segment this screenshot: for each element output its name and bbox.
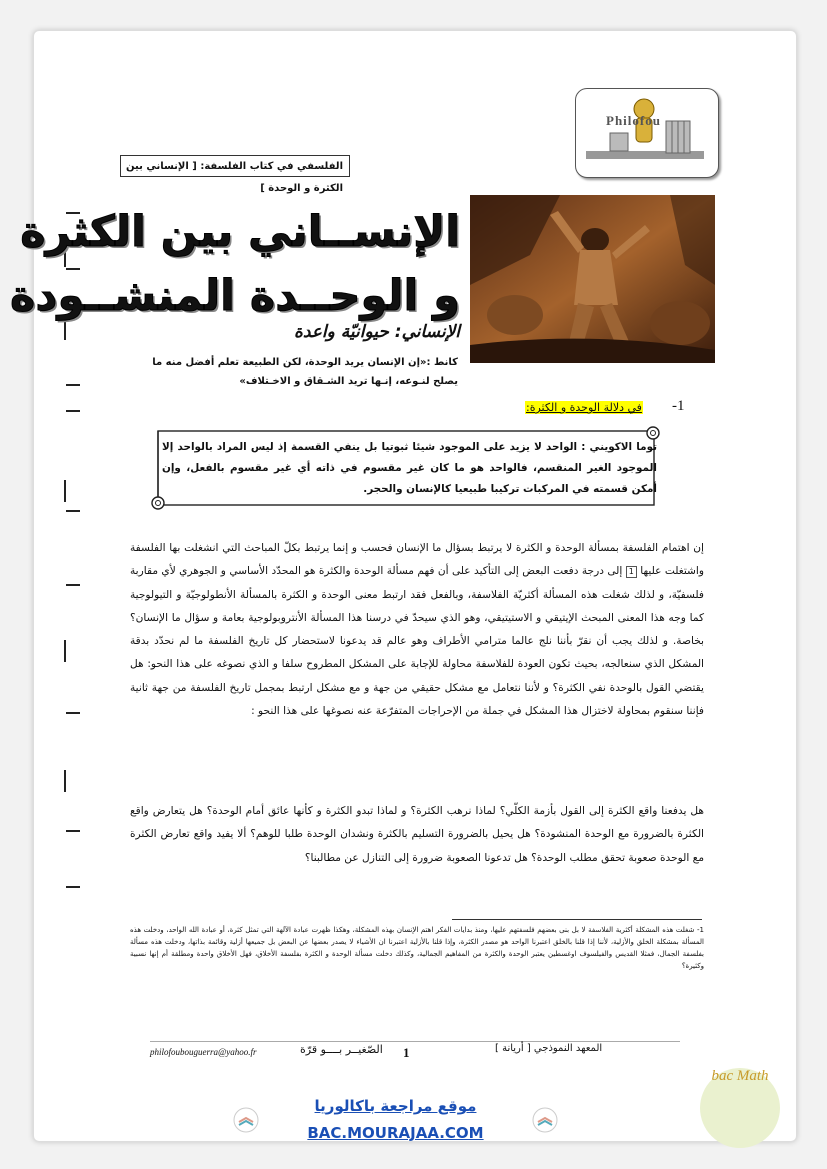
author-name: الصّغيــر بــــو قرّة xyxy=(300,1043,383,1056)
section-number: -1 xyxy=(672,398,685,414)
paragraph-1-start: إن اهتمام الفلسفة بمسألة الوحدة و الكثرة لا يرتبط بسؤال ما الإنسان فحسب و إنما يرتبط بكلّ المباحث التي انشغلت بها الفلسفة واشتغلت عليها xyxy=(130,542,704,578)
margin-mark xyxy=(64,770,66,792)
paragraph-1-rest: إلى درجة دفعت البعض إلى التأكيد على أن فهم مسألة الوحدة والكثرة هو المحدّد الأساسي و الجوهري لأي مقاربة فلسفيّة، و لذلك شغلت هذه المسألة أكثريّة الفلاسفة، وبالفعل فقد ارتبط معنى الوحدة و الكثرة بالمسألة الأنطولوجيّة و التيولوجية كما وجه هذا المعنى المبحث الإيتيقي و الاستيتيقي، وهو الذي سيحدّ في درسنا هذا المسألة الأنتروبولوجية بعامة و سؤال ما الإنسان؟ بخاصة. و لذلك يجب أن نقرّ بأننا نلج عالما مترامي الأطراف وهو عالم قد يدعونا لاستحضار كل تاريخ الفلسفة ما لم نحدّد بدقة المشكل الذي سنعالجه، بحيث تكون العودة للفلاسفة محاولة للإجابة على المشكل المطروح سلفا و الذي نصوغه على هذا النحو: هل يقتضي القول بالوحدة نفي الكثرة؟ و لأننا نتعامل مع مشكل حقيقي من جهة و مع مشكل ارتبط بمجمل تاريخ الفلسفة من جهة ثانية فإننا سنقوم بمحاولة لاختزال هذا المشكل في جملة من الإحراجات المتفرّعة عنه نصوغها على هذا النحو : xyxy=(130,565,704,718)
margin-mark xyxy=(64,480,66,502)
site-banner-link[interactable]: BAC.MOURAJAA.COM xyxy=(307,1124,484,1142)
school-name: المعهد النموذجي [ أريانة ] xyxy=(495,1043,603,1054)
aquinas-quote: توما الاكويني : الواحد لا يزيد على الموجود شيئا ثبوتيا بل ينفي القسمة إذ ليس المراد بالواحد إلا الموجود الغير المنقسم، فالواحد هو ما كان غير مقسوم في ذاته أي غير مقسوم بالفعل، وإن أمكن قسمته في المركبات تركيبا طبيعيا كالإنسان والحجر. xyxy=(162,441,657,495)
philofou-logo xyxy=(575,88,719,178)
footnote-reference[interactable]: 1 xyxy=(626,566,637,578)
paragraph-1 xyxy=(130,537,704,723)
kant-quote: كانط :«إن الإنسان يريد الوحدة، لكن الطبيعة تعلم أفضل منه ما يصلح لنـوعه، إنـها تريد الشـقاق و الاخـتلاف» xyxy=(152,357,458,387)
margin-mark xyxy=(66,712,80,714)
subtitle: الإنساني: حيوانيّة واعدة xyxy=(293,322,460,342)
margin-mark xyxy=(66,510,80,512)
section-title: في دلالة الوحدة و الكثرة: xyxy=(526,401,642,414)
footnote: 1- شغلت هذه المشكلة أكثرية الفلاسفة لا بل بنى بعضهم فلسفتهم عليها، ومنذ بدايات الفكر اهتم الإنسان بهذه المشكلة، وهكذا ظهرت عبادة الآلهة التي تمثل كثرة، أو عبادة الله الواحد، ودخلت هذه المسألة بمشكلة الخلق والأزلية، لأننا إذا قلنا بالخلق اعتبرنا الواحد هو مصدر الكثرة، وإذا قلنا بالأزلية اعتبرنا ان الأشياء لا يصدر بعضها عن البعض بل جميعها أزلية وقائمة بذاتها، ودخلت هذه مسألة بفلسفة الجمال، فمثلا القديس والفيلسوف اوغسطين يعتبر الوحدة والكثرة من المفاهيم الجمالية، وكذلك دخلت مسألة الوحدة و الكثرة بفلسفة الأخلاق، فهل الأخلاق واحدة ومطلقة أم إنها نسبية وكثيرة؟ xyxy=(130,926,704,970)
logo-text: Philofou xyxy=(606,113,661,128)
paragraph-2: هل يدفعنا واقع الكثرة إلى القول بأزمة الكلّي؟ لماذا نرهب الكثرة؟ و لماذا تبدو الكثرة و كأنها عائق أمام الوحدة؟ هل يتعارض واقع الكثرة بالضرورة مع الوحدة المنشودة؟ هل يحيل بالضرورة التسليم بالكثرة ونشدان الوحدة طلبا للوهم؟ ألا يفيد واقع تعارض الكثرة مع الوحدة صعوبة تحقق مطلب الوحدة؟ هل تدعونا الصعوبة ضرورة إلى التنازل عن مطالبنا؟ xyxy=(130,805,704,864)
margin-mark xyxy=(66,830,80,832)
title-line-2: و الوحــدة المنشــودة xyxy=(10,271,460,321)
margin-mark xyxy=(66,584,80,586)
book-logo-icon xyxy=(532,1107,558,1133)
footnote-divider xyxy=(452,919,702,920)
margin-mark xyxy=(66,410,80,412)
primitive-men-painting xyxy=(470,195,715,363)
page-number: 1 xyxy=(403,1045,410,1060)
book-label: الفلسفي في كتاب الفلسفة: [ الإنساني بين الكثرة و الوحدة ] xyxy=(120,155,350,177)
footer-divider xyxy=(150,1041,680,1042)
margin-mark xyxy=(66,384,80,386)
site-banner-arabic[interactable]: موقع مراجعة باكالوريا xyxy=(314,1097,477,1115)
thinker-statue-icon xyxy=(576,89,718,177)
page-title xyxy=(10,200,460,328)
author-email[interactable]: philofoubouguerra@yahoo.fr xyxy=(150,1047,257,1057)
title-line-1: الإنســاني بين الكثرة xyxy=(20,207,460,257)
margin-mark xyxy=(64,640,66,662)
bac-math-badge: bac Math xyxy=(700,1068,780,1148)
book-logo-icon xyxy=(233,1107,259,1133)
margin-mark xyxy=(66,886,80,888)
